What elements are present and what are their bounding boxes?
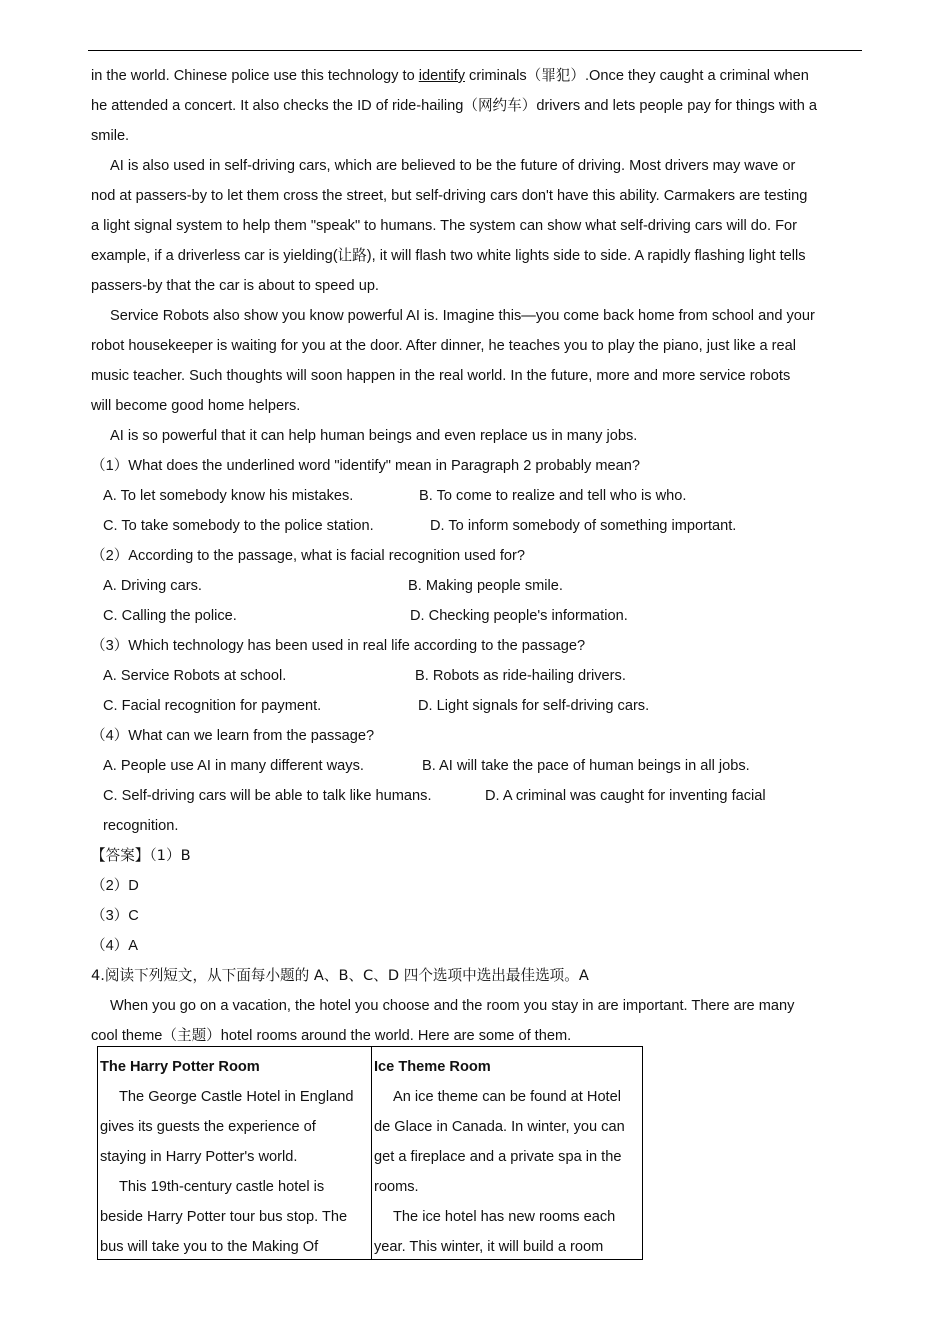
table-right-line-1: An ice theme can be found at Hotel <box>393 1089 621 1105</box>
para4-line-4: will become good home helpers. <box>91 398 301 414</box>
question-1-option-c: C. To take somebody to the police station. <box>103 518 374 534</box>
question-2-option-c: C. Calling the police. <box>103 608 237 624</box>
para3-line-1: AI is also used in self-driving cars, which are believed to be the future of driving. Most drivers may wave or <box>110 158 796 174</box>
table-right-line-2: de Glace in Canada. In winter, you can <box>374 1119 625 1135</box>
question-3-option-a: A. Service Robots at school. <box>103 668 287 684</box>
section-4-intro-line-1: When you go on a vacation, the hotel you choose and the room you stay in are important. There are many <box>110 998 795 1014</box>
para3-line-3: a light signal system to help them "speak" to humans. The system can show what self-driving cars will do. For <box>91 218 798 234</box>
answer-line-4: （4）A <box>91 938 139 954</box>
table-left-line-5: beside Harry Potter tour bus stop. The <box>100 1209 348 1225</box>
table-left-title: The Harry Potter Room <box>100 1059 260 1075</box>
para3-line-4: example, if a driverless car is yielding(让路), it will flash two white lights side to side. A rapidly flashing light tells <box>91 248 806 264</box>
table-left-line-2: gives its guests the experience of <box>100 1119 316 1135</box>
table-left-line-6: bus will take you to the Making Of <box>100 1239 319 1255</box>
para2-line-2: he attended a concert. It also checks the ID of ride-hailing（网约车）drivers and lets people pay for things with a <box>91 98 818 114</box>
section-4-intro-line-2: cool theme（主题）hotel rooms around the world. Here are some of them. <box>91 1028 572 1044</box>
question-4-option-d: D. A criminal was caught for inventing facial <box>485 788 766 804</box>
table-right-line-6: year. This winter, it will build a room <box>374 1239 604 1255</box>
question-2-option-a: A. Driving cars. <box>103 578 202 594</box>
question-2-option-b: B. Making people smile. <box>408 578 563 594</box>
question-4-option-b: B. AI will take the pace of human beings in all jobs. <box>422 758 750 774</box>
question-4-stem: （4）What can we learn from the passage? <box>91 728 375 744</box>
section-4-heading: 4.阅读下列短文，从下面每小题的 A、B、C、D 四个选项中选出最佳选项。A <box>91 967 589 984</box>
question-2-option-d: D. Checking people's information. <box>410 608 628 624</box>
para4-line-1: Service Robots also show you know powerful AI is. Imagine this—you come back home from school and your <box>110 308 815 324</box>
question-1-option-d: D. To inform somebody of something important. <box>430 518 737 534</box>
para3-line-2: nod at passers-by to let them cross the street, but self-driving cars don't have this ability. Carmakers are testing <box>91 188 808 204</box>
question-3-stem: （3）Which technology has been used in real life according to the passage? <box>91 638 586 654</box>
question-4-option-c: C. Self-driving cars will be able to talk like humans. <box>103 788 432 804</box>
para3-line-5: passers-by that the car is about to speed up. <box>91 278 379 294</box>
question-4-option-d-continued: recognition. <box>103 818 179 834</box>
answer-line-2: （2）D <box>91 878 139 894</box>
para2-line-3: smile. <box>91 128 130 144</box>
table-left-line-3: staying in Harry Potter's world. <box>100 1149 298 1165</box>
para2-line-1: in the world. Chinese police use this technology to identify criminals（罪犯）.Once they caught a criminal when <box>91 68 809 84</box>
header-rule <box>88 50 862 51</box>
answer-label: 【答案】 <box>91 847 150 864</box>
theme-rooms-table <box>97 1046 643 1260</box>
question-4-option-a: A. People use AI in many different ways. <box>103 758 364 774</box>
question-1-option-a: A. To let somebody know his mistakes. <box>103 488 354 504</box>
para4-line-2: robot housekeeper is waiting for you at the door. After dinner, he teaches you to play the piano, just like a real <box>91 338 796 354</box>
table-column-divider <box>371 1047 372 1259</box>
table-left-line-1: The George Castle Hotel in England <box>119 1089 354 1105</box>
para5-line: AI is so powerful that it can help human beings and even replace us in many jobs. <box>110 428 638 444</box>
question-1-option-b: B. To come to realize and tell who is who. <box>419 488 687 504</box>
answer-line-1: 【答案】（1）B <box>91 847 191 864</box>
table-right-line-3: get a fireplace and a private spa in the <box>374 1149 622 1165</box>
question-3-option-b: B. Robots as ride-hailing drivers. <box>415 668 626 684</box>
question-3-option-c: C. Facial recognition for payment. <box>103 698 322 714</box>
question-1-stem: （1）What does the underlined word "identify" mean in Paragraph 2 probably mean? <box>91 458 641 474</box>
para4-line-3: music teacher. Such thoughts will soon happen in the real world. In the future, more and more service robots <box>91 368 791 384</box>
question-2-stem: （2）According to the passage, what is facial recognition used for? <box>91 548 526 564</box>
question-3-option-d: D. Light signals for self-driving cars. <box>418 698 650 714</box>
table-right-title: Ice Theme Room <box>374 1059 491 1075</box>
underlined-word-identify: identify <box>418 68 465 84</box>
table-left-line-4: This 19th-century castle hotel is <box>119 1179 325 1195</box>
table-right-line-4: rooms. <box>374 1179 419 1195</box>
table-right-line-5: The ice hotel has new rooms each <box>393 1209 616 1225</box>
answer-line-3: （3）C <box>91 908 139 924</box>
